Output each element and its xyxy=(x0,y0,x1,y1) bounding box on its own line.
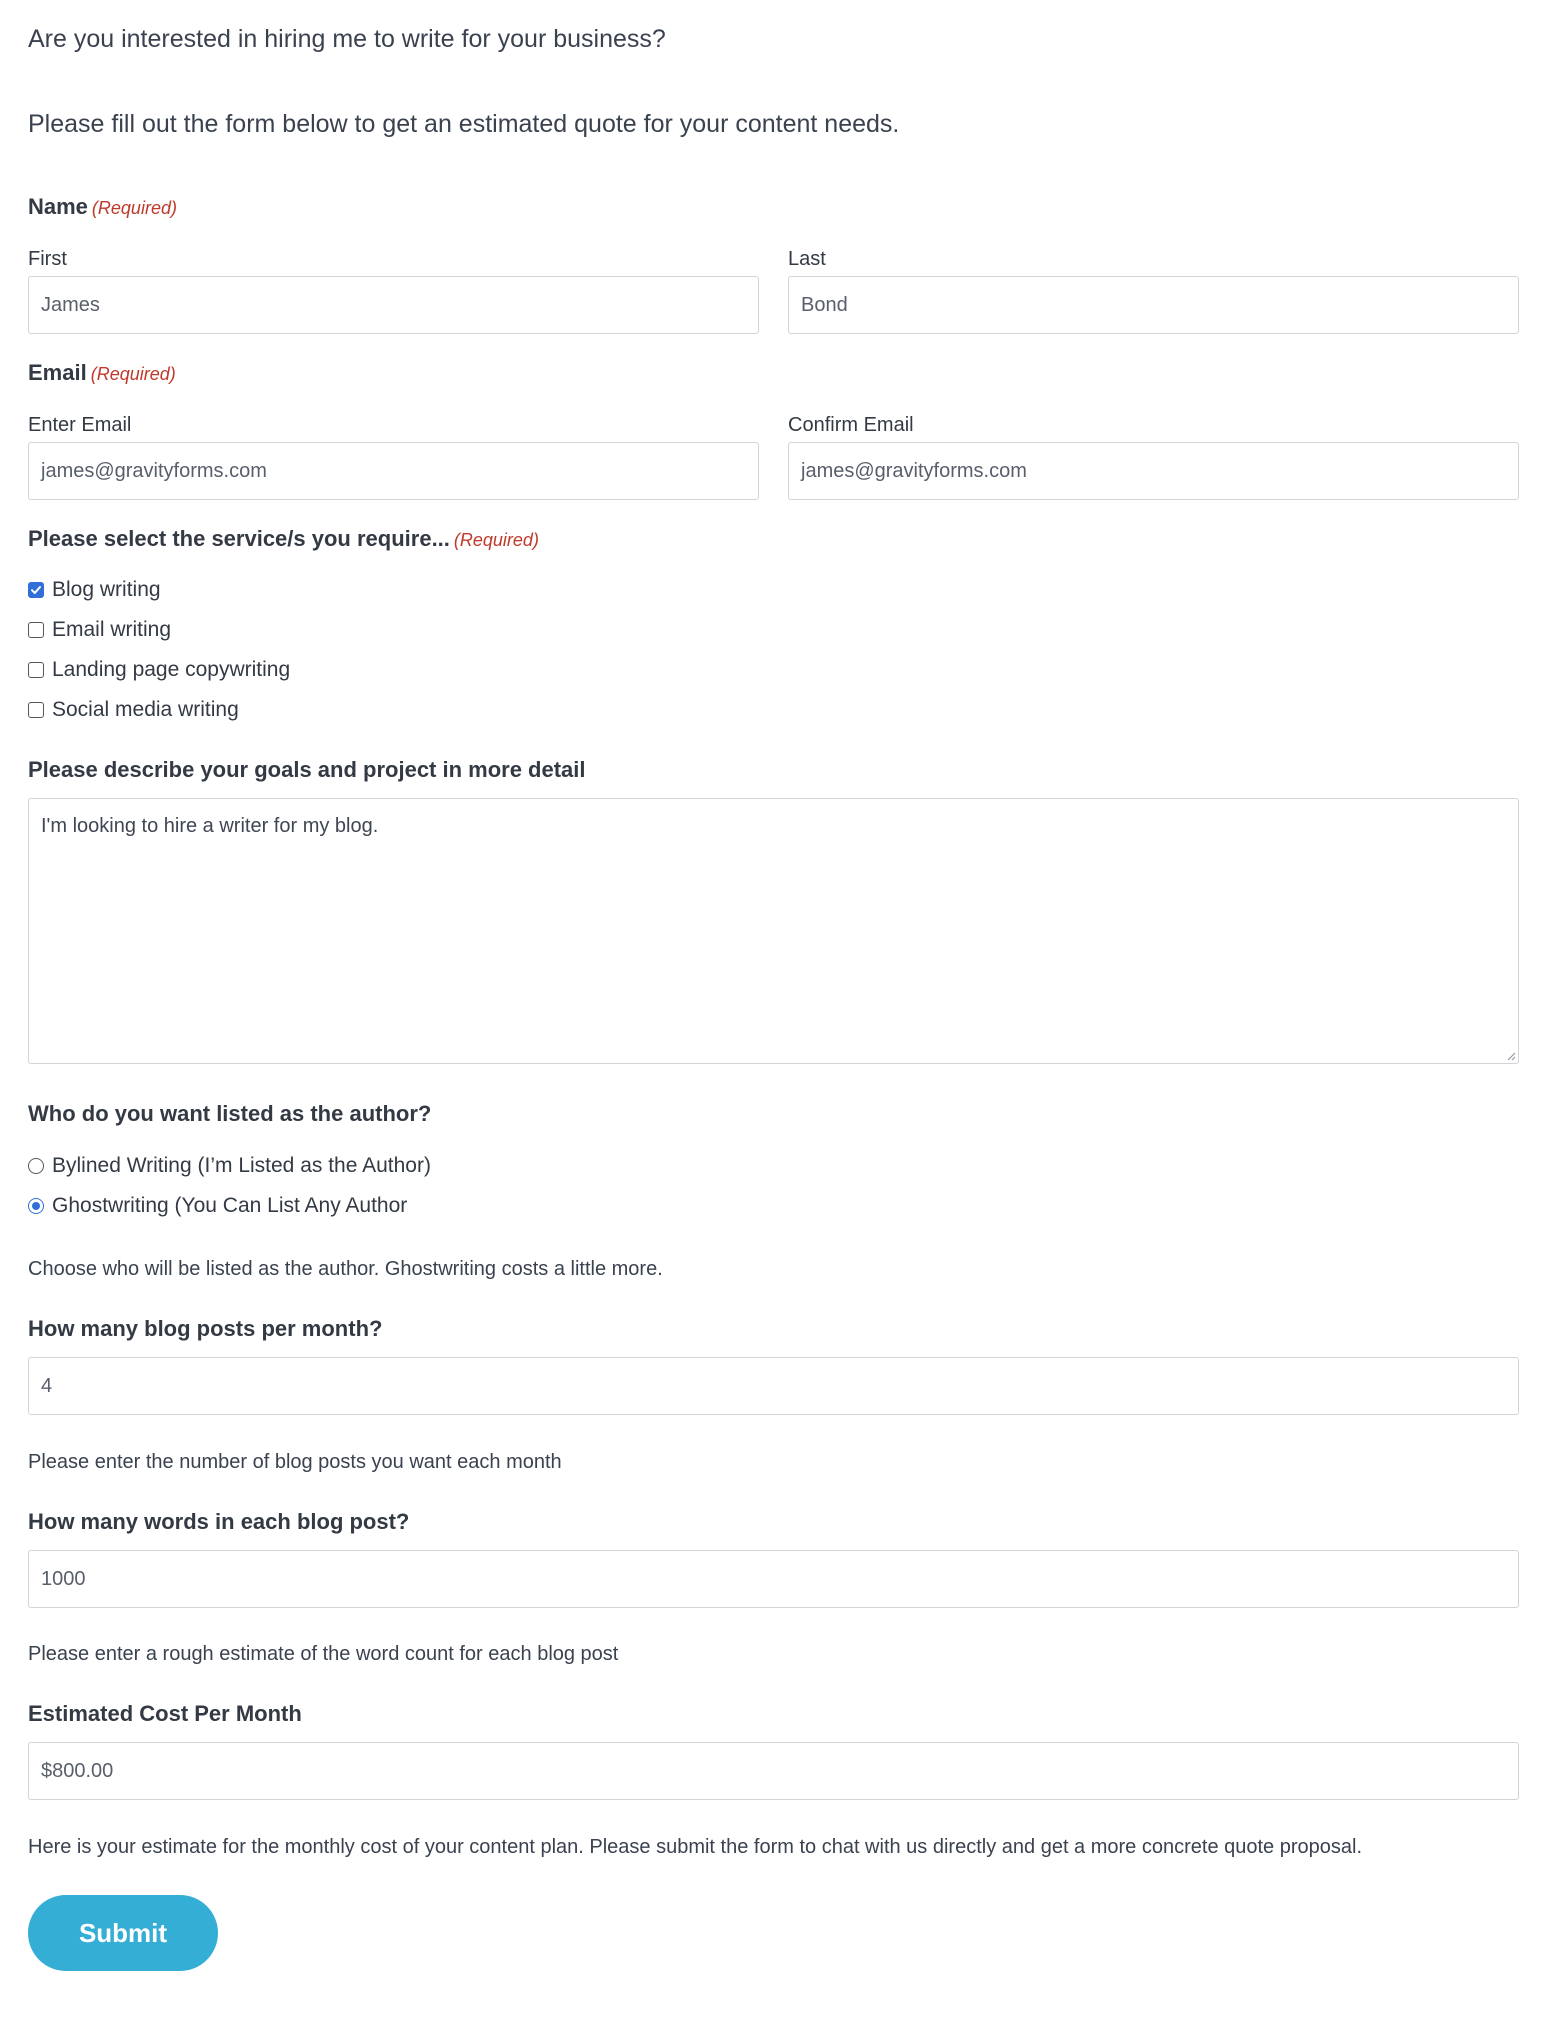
posts-description: Please enter the number of blog posts you want each month xyxy=(28,1451,562,1473)
author-field-label: Who do you want listed as the author? xyxy=(28,1101,432,1126)
required-indicator: (Required) xyxy=(91,198,177,218)
last-name-input[interactable]: Bond xyxy=(788,276,1519,334)
service-option-label: Blog writing xyxy=(52,578,161,601)
checkbox-checked[interactable] xyxy=(28,582,44,598)
services-field-label xyxy=(28,526,539,552)
email-input[interactable]: james@gravityforms.com xyxy=(28,442,759,500)
first-name-input[interactable]: James xyxy=(28,276,759,334)
goals-field-label: Please describe your goals and project in more detail xyxy=(28,757,586,782)
words-field-label: How many words in each blog post? xyxy=(28,1509,410,1534)
checkbox[interactable] xyxy=(28,622,44,638)
required-indicator: (Required) xyxy=(90,364,176,384)
intro-instruction: Please fill out the form below to get an estimated quote for your content needs. xyxy=(28,110,900,138)
words-per-post-input[interactable]: 1000 xyxy=(28,1550,1519,1608)
service-option-blog-writing[interactable] xyxy=(28,575,161,605)
service-option-label: Landing page copywriting xyxy=(52,658,291,681)
name-label-text: Name xyxy=(28,194,88,219)
last-name-label: Last xyxy=(788,248,826,270)
radio-selected-dot xyxy=(32,1202,40,1210)
posts-per-month-input[interactable]: 4 xyxy=(28,1357,1519,1415)
author-option-label: Bylined Writing (I’m Listed as the Author) xyxy=(52,1154,431,1177)
goals-textarea-value: I'm looking to hire a writer for my blog. xyxy=(41,815,379,837)
submit-button[interactable]: Submit xyxy=(28,1895,218,1971)
author-option-label: Ghostwriting (You Can List Any Author xyxy=(52,1194,408,1217)
service-option-email-writing[interactable] xyxy=(28,615,171,645)
name-field-label xyxy=(28,194,177,220)
service-option-label: Email writing xyxy=(52,618,172,641)
author-option-bylined[interactable] xyxy=(28,1151,431,1181)
radio-button[interactable] xyxy=(28,1158,44,1174)
checkbox[interactable] xyxy=(28,702,44,718)
resize-grip-icon[interactable] xyxy=(1506,1051,1516,1061)
cost-field-label: Estimated Cost Per Month xyxy=(28,1701,302,1726)
confirm-email-label: Confirm Email xyxy=(788,414,914,436)
intro-question: Are you interested in hiring me to write for your business? xyxy=(28,25,666,53)
radio-button-selected[interactable] xyxy=(28,1198,44,1214)
cost-description: Here is your estimate for the monthly cost of your content plan. Please submit the form to chat with us directly and get a more concrete quote proposal. xyxy=(28,1836,1363,1858)
goals-textarea[interactable] xyxy=(28,798,1519,1064)
posts-field-label: How many blog posts per month? xyxy=(28,1316,383,1341)
author-description: Choose who will be listed as the author. Ghostwriting costs a little more. xyxy=(28,1258,663,1280)
first-name-label: First xyxy=(28,248,67,270)
author-option-ghostwriting[interactable] xyxy=(28,1191,407,1221)
enter-email-label: Enter Email xyxy=(28,414,132,436)
service-option-label: Social media writing xyxy=(52,698,239,721)
required-indicator: (Required) xyxy=(453,530,539,550)
service-option-landing-page[interactable] xyxy=(28,655,290,685)
checkbox[interactable] xyxy=(28,662,44,678)
service-option-social-media[interactable] xyxy=(28,695,239,725)
services-label-text: Please select the service/s you require... xyxy=(28,526,450,551)
confirm-email-input[interactable]: james@gravityforms.com xyxy=(788,442,1519,500)
email-field-label xyxy=(28,360,176,386)
estimated-cost-input[interactable]: $800.00 xyxy=(28,1742,1519,1800)
email-label-text: Email xyxy=(28,360,87,385)
check-icon xyxy=(30,584,42,596)
words-description: Please enter a rough estimate of the word count for each blog post xyxy=(28,1643,619,1665)
